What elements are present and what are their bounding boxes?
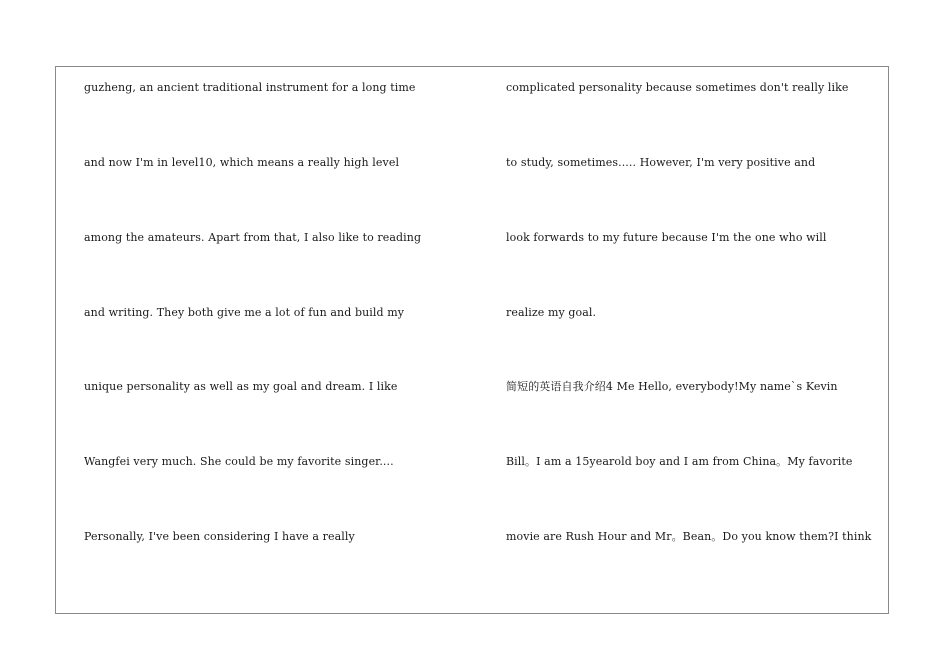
text-line: guzheng, an ancient traditional instrument for a long time [84,81,416,94]
text-line: Wangfei very much. She could be my favorite singer.... [84,455,394,468]
text-line: to study, sometimes..... However, I'm very positive and [506,156,816,169]
text-line: complicated personality because sometimes don't really like [506,81,849,94]
text-line: Personally, I've been considering I have a really [84,530,355,543]
text-line: and writing. They both give me a lot of fun and build my [84,306,405,319]
text-line: movie are Rush Hour and Mr。Bean。Do you know them?I think [506,530,872,543]
text-line: and now I'm in level10, which means a really high level [84,156,400,169]
text-line: 简短的英语自我介绍4 Me Hello, everybody!My name`s Kevin [506,380,838,393]
text-line: among the amateurs. Apart from that, I also like to reading [84,231,422,244]
text-line: realize my goal. [506,306,597,319]
page-frame [55,66,889,614]
text-line: Bill。I am a 15yearold boy and I am from China。My favorite [506,455,853,468]
text-line: look forwards to my future because I'm the one who will [506,231,827,244]
text-line: unique personality as well as my goal and dream. I like [84,380,398,393]
